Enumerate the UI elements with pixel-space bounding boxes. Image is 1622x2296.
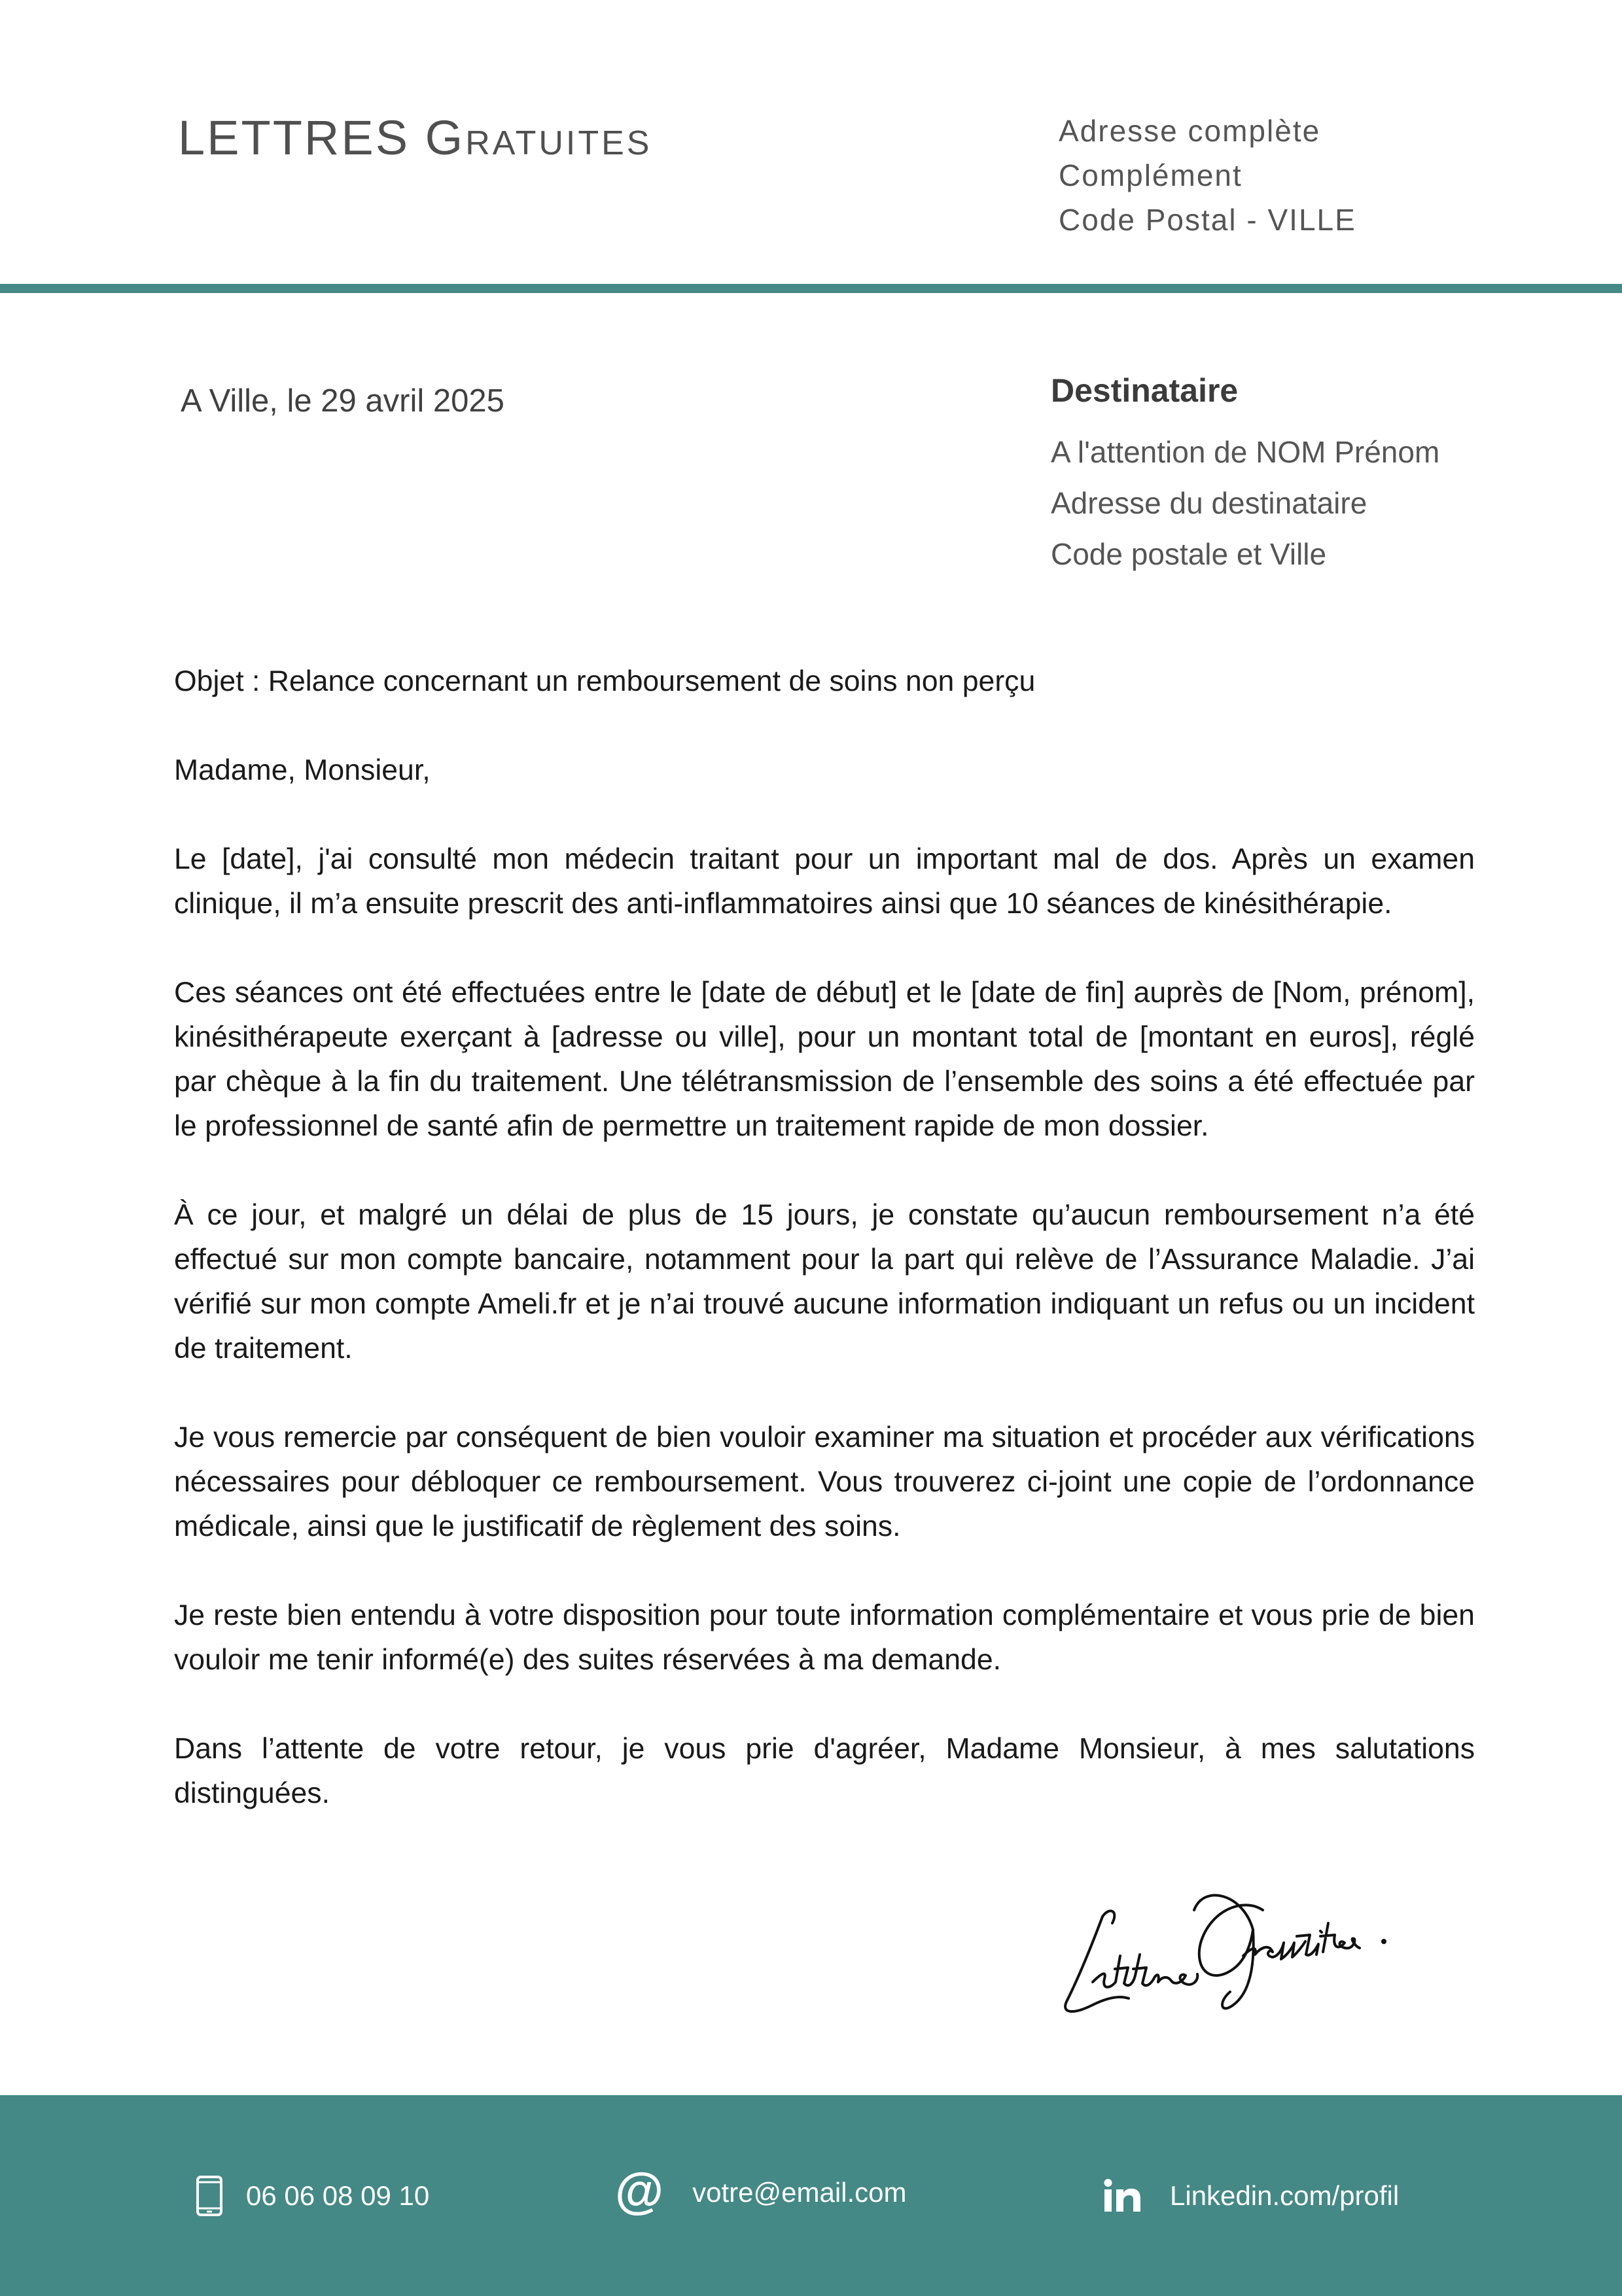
handwritten-signature <box>1047 1871 1426 2028</box>
letter-body <box>174 659 1475 1860</box>
letter-paragraph: Dans l’attente de votre retour, je vous prie d'agréer, Madame Monsieur, à mes salutations distinguées. <box>174 1733 1475 1809</box>
recipient-block <box>1051 372 1439 580</box>
sender-address <box>1059 109 1356 242</box>
sender-address-line: Complément <box>1059 158 1243 192</box>
sender-address-line: Code Postal - VILLE <box>1059 203 1356 237</box>
letter-subject: Objet : Relance concernant un remboursement de soins non perçu <box>174 665 1036 697</box>
at-icon: @ <box>615 2163 664 2219</box>
letter-paragraph: Je reste bien entendu à votre disposition pour toute information complémentaire et vous prie de bien vouloir me tenir informé(e) des suites réservées à ma demande. <box>174 1599 1475 1676</box>
recipient-line: Code postale et Ville <box>1051 537 1327 571</box>
footer-phone <box>196 2095 429 2296</box>
recipient-line: Adresse du destinataire <box>1051 486 1367 520</box>
footer-linkedin-text: Linkedin.com/profil <box>1170 2180 1400 2211</box>
header-divider <box>0 284 1622 293</box>
letter-paragraph: Ces séances ont été effectuées entre le [date de début] et le [date de fin] auprès de [Nom, prénom], kinésithérapeute exerçant à [adresse ou ville], pour un montant total de [montant en euros], réglé par chèque à la fin du traitement. Une télétransmission de l’ensemble des soins a été effectuée par le professionnel de santé afin de permettre un traitement rapide de mon dossier. <box>174 977 1475 1142</box>
footer-email-text: votre@email.com <box>692 2176 907 2208</box>
recipient-line: A l'attention de NOM Prénom <box>1051 435 1440 469</box>
footer-email <box>615 2095 907 2296</box>
letter-paragraph: À ce jour, et malgré un délai de plus de 15 jours, je constate qu’aucun remboursement n’a été effectué sur mon compte bancaire, notamment pour la part qui relève de l’Assurance Maladie. J’ai vérifié sur mon compte Ameli.fr et je n’ai trouvé aucune information indiquant un refus ou un incident de traitement. <box>174 1199 1475 1365</box>
brand-logo-text <box>178 110 652 165</box>
recipient-title: Destinataire <box>1051 372 1239 409</box>
brand-second-word: Gratuites <box>425 111 652 165</box>
date-line: A Ville, le 29 avril 2025 <box>181 383 504 419</box>
letter-paragraph: Je vous remercie par conséquent de bien vouloir examiner ma situation et procéder aux vérifications nécessaires pour débloquer ce remboursement. Vous trouverez ci-joint une copie de l’ordonnance médicale, ainsi que le justificatif de règlement des soins. <box>174 1421 1475 1542</box>
phone-icon <box>196 2176 222 2216</box>
brand-first-word: LETTRES <box>178 111 410 165</box>
footer-phone-text: 06 06 08 09 10 <box>246 2180 430 2211</box>
footer-linkedin <box>1103 2095 1399 2296</box>
letter-salutation: Madame, Monsieur, <box>174 754 431 786</box>
linkedin-icon <box>1103 2179 1141 2213</box>
footer-bar <box>0 2095 1622 2296</box>
sender-address-line: Adresse complète <box>1059 114 1321 148</box>
letter-paragraph: Le [date], j'ai consulté mon médecin traitant pour un important mal de dos. Après un examen clinique, il m’a ensuite prescrit des anti-inflammatoires ainsi que 10 séances de kinésithérapie. <box>174 843 1475 920</box>
